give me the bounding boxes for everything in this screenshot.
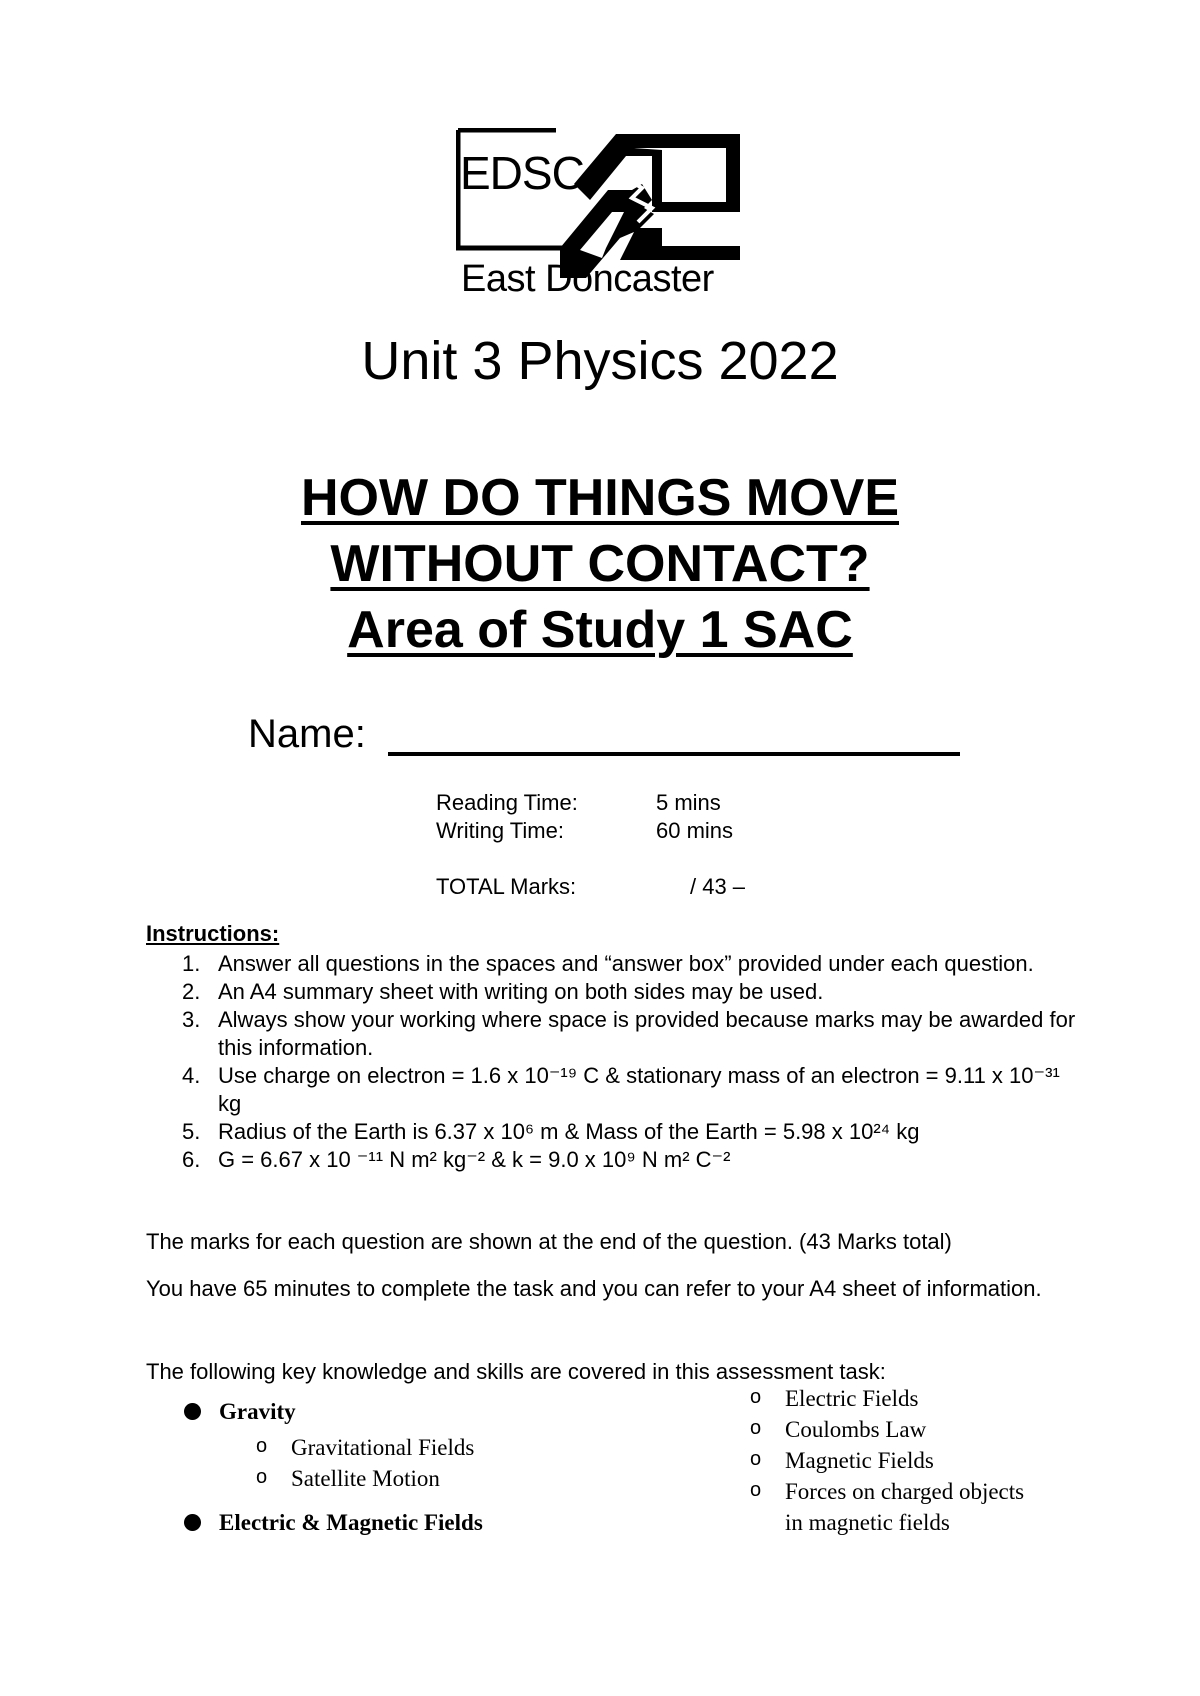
bullet-icon (184, 1403, 201, 1420)
instruction-item: 3. Always show your working where space is provided because marks may be awarded for this information. (182, 1007, 1076, 1060)
time-note: You have 65 minutes to complete the task and you can refer to your A4 sheet of information. (146, 1276, 1042, 1301)
subtopic-item-continuation: in magnetic fields (785, 1510, 950, 1535)
subtopic-item: o Magnetic Fields (750, 1448, 934, 1473)
topic-gravity: Gravity (219, 1400, 296, 1423)
instructions-list (146, 950, 1076, 1174)
instruction-item: 4. Use charge on electron = 1.6 x 10⁻¹⁹ C & stationary mass of an electron = 9.11 x 10⁻³¹ kg (182, 1063, 1060, 1116)
instruction-item: 2. An A4 summary sheet with writing on both sides may be used. (182, 979, 824, 1004)
subtopic-item: o Gravitational Fields (256, 1435, 475, 1460)
subtopic-item: o Satellite Motion (256, 1466, 440, 1491)
total-marks-label: TOTAL Marks: (436, 874, 577, 899)
total-marks-value: / 43 – (690, 874, 746, 899)
bullet-icon (184, 1514, 201, 1531)
reading-time-label: Reading Time: (436, 790, 578, 815)
knowledge-intro: The following key knowledge and skills are covered in this assessment task: (146, 1359, 886, 1384)
reading-time-value: 5 mins (656, 790, 721, 815)
logo-text-mark: EDSC (460, 147, 584, 199)
writing-time-value: 60 mins (656, 818, 734, 843)
logo-school-name: East Doncaster (461, 258, 714, 300)
main-title-line-2: WITHOUT CONTACT? (330, 535, 870, 593)
subtopic-item: o Electric Fields (750, 1386, 919, 1411)
main-title-line-1: HOW DO THINGS MOVE (301, 469, 899, 527)
instruction-item: 1. Answer all questions in the spaces and “answer box” provided under each question. (182, 951, 1034, 976)
name-field-line[interactable] (388, 752, 960, 756)
topic-electric-magnetic: Electric & Magnetic Fields (219, 1511, 483, 1534)
subtopic-item: o Coulombs Law (750, 1417, 927, 1442)
instruction-item: 5. Radius of the Earth is 6.37 x 10⁶ m & Mass of the Earth = 5.98 x 10²⁴ kg (182, 1119, 920, 1144)
marks-note: The marks for each question are shown at the end of the question. (43 Marks total) (146, 1229, 952, 1254)
main-title-line-3: Area of Study 1 SAC (347, 601, 853, 659)
writing-time-label: Writing Time: (436, 818, 564, 843)
subtopic-item: o Forces on charged objects (750, 1479, 1025, 1504)
name-label: Name: (248, 712, 366, 756)
instructions-heading: Instructions: (146, 921, 280, 946)
school-logo (456, 128, 742, 304)
instruction-item: 6. G = 6.67 x 10 ⁻¹¹ N m² kg⁻² & k = 9.0 x 10⁹ N m² C⁻² (182, 1147, 731, 1172)
unit-title: Unit 3 Physics 2022 (361, 331, 839, 391)
